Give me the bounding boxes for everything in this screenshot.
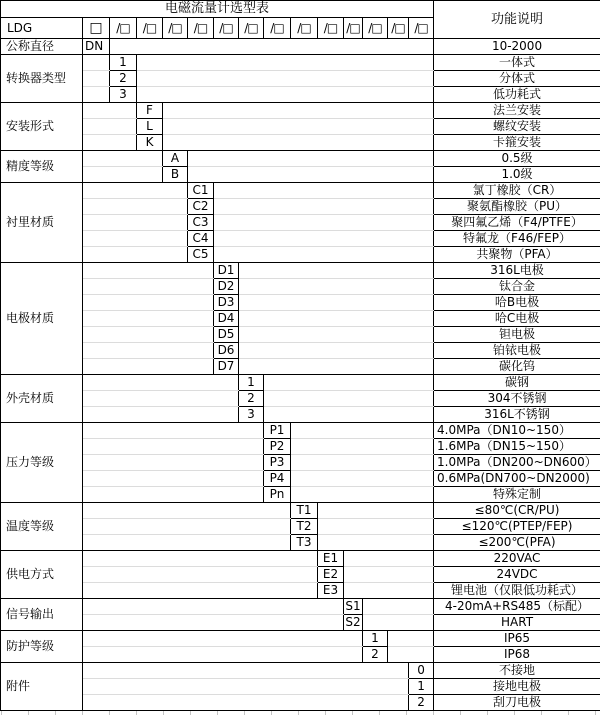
category-label: 精度等级	[1, 151, 83, 183]
gap-cell	[214, 247, 434, 263]
gap-cell	[83, 455, 264, 471]
category-label: 供电方式	[1, 551, 83, 599]
table-row	[1, 519, 600, 535]
gap-cell	[137, 71, 434, 87]
category-label: 转换器类型	[1, 55, 83, 103]
gap-cell	[363, 599, 434, 615]
category-label: 外壳材质	[1, 375, 83, 423]
gap-cell	[83, 391, 239, 407]
gap-cell	[83, 151, 163, 167]
function-desc: IP68	[434, 647, 600, 663]
function-desc: 哈B电极	[434, 295, 600, 311]
gap-cell	[291, 471, 434, 487]
table-row	[1, 631, 600, 647]
gap-cell	[239, 279, 434, 295]
function-desc: 10-2000	[434, 39, 600, 55]
table-row	[1, 311, 600, 327]
function-desc: 一体式	[434, 55, 600, 71]
code-cell: 2	[363, 647, 388, 663]
table-row	[1, 407, 600, 423]
code-cell: D1	[214, 263, 239, 279]
table-row	[1, 71, 600, 87]
table-row	[1, 679, 600, 695]
gap-cell	[344, 551, 434, 567]
table-row	[1, 663, 600, 679]
gap-cell	[83, 631, 363, 647]
table-row	[1, 231, 600, 247]
table-row	[1, 567, 600, 583]
function-desc: 聚四氟乙烯（F4/PTFE）	[434, 215, 600, 231]
function-desc: 4.0MPa（DN10~150）	[434, 423, 600, 439]
gap-cell	[83, 359, 214, 375]
table-row	[1, 199, 600, 215]
code-cell: F	[137, 103, 163, 119]
gap-cell	[83, 343, 214, 359]
gap-cell	[163, 103, 434, 119]
category-label: 公称直径	[1, 39, 83, 55]
table-row	[1, 375, 600, 391]
function-desc: 钛合金	[434, 279, 600, 295]
gap-cell	[388, 631, 434, 647]
code-cell: D5	[214, 327, 239, 343]
gap-cell	[83, 311, 214, 327]
code-slot-box: /□	[163, 18, 188, 39]
code-cell: 2	[110, 71, 137, 87]
gap-cell	[83, 519, 291, 535]
function-desc: 4-20mA+RS485（标配）	[434, 599, 600, 615]
table-row	[1, 503, 600, 519]
function-desc: 法兰安装	[434, 103, 600, 119]
function-desc: 氯丁橡胶（CR）	[434, 183, 600, 199]
code-cell: D7	[214, 359, 239, 375]
code-cell: E2	[318, 567, 344, 583]
gap-cell	[83, 535, 291, 551]
code-slot-box: /□	[363, 18, 388, 39]
code-cell: S2	[345, 615, 361, 630]
code-cell: P2	[264, 439, 291, 455]
gap-cell	[83, 663, 409, 679]
table-row	[1, 551, 600, 567]
code-slot-box: /□	[239, 18, 264, 39]
code-slot-box: /□	[344, 18, 363, 39]
gap-cell	[318, 519, 434, 535]
code-cell: 2	[239, 391, 264, 407]
code-cell: B	[163, 167, 188, 183]
code-cell: 1	[239, 375, 264, 391]
table-row	[1, 247, 600, 263]
function-desc: 接地电极	[434, 679, 600, 695]
gap-cell	[83, 263, 214, 279]
code-slot-box: /□	[291, 18, 318, 39]
gap-cell	[83, 231, 188, 247]
gap-cell	[83, 183, 188, 199]
code-cell: T1	[291, 503, 318, 519]
table-row	[1, 119, 600, 135]
table-row	[1, 151, 600, 167]
function-desc: 聚氨酯橡胶（PU）	[434, 199, 600, 215]
function-desc: 碳钢	[434, 375, 600, 391]
gap-cell	[83, 247, 188, 263]
code-cell: E1	[318, 551, 344, 567]
function-desc: 铂铱电极	[434, 343, 600, 359]
function-desc: 不接地	[434, 663, 600, 679]
table-row	[1, 39, 600, 55]
function-desc: 哈C电极	[434, 311, 600, 327]
gap-cell	[83, 407, 239, 423]
code-cell: A	[163, 151, 188, 167]
function-desc: 螺纹安装	[434, 119, 600, 135]
function-desc: 特殊定制	[434, 487, 600, 503]
gap-cell	[137, 55, 434, 71]
gap-cell	[264, 391, 434, 407]
gap-cell	[363, 615, 434, 631]
gap-cell	[83, 471, 264, 487]
category-label: 附件	[1, 663, 83, 711]
table-row	[1, 167, 600, 183]
function-desc: 1.6MPa（DN15~150）	[434, 439, 600, 455]
gap-cell	[318, 503, 434, 519]
table-row	[1, 295, 600, 311]
code-cell: K	[137, 135, 163, 151]
function-desc: 分体式	[434, 71, 600, 87]
code-cell: 3	[110, 87, 137, 103]
function-desc: ≤120℃(PTEP/FEP)	[434, 519, 600, 535]
gap-cell	[137, 87, 434, 103]
gap-cell	[83, 583, 318, 599]
code-cell: D2	[214, 279, 239, 295]
gap-cell	[214, 231, 434, 247]
function-desc: 316L电极	[434, 263, 600, 279]
gap-cell	[83, 71, 110, 87]
code-slot-box: /□	[264, 18, 291, 39]
table-row	[1, 647, 600, 663]
table-row	[1, 535, 600, 551]
function-desc: 316L不锈钢	[434, 407, 600, 423]
gap-cell	[83, 551, 318, 567]
table-row	[1, 695, 600, 711]
category-label: 压力等级	[1, 423, 83, 503]
code-cell: T2	[291, 519, 318, 535]
gap-cell	[239, 263, 434, 279]
code-slot-box: /□	[388, 18, 409, 39]
table-row	[1, 327, 600, 343]
gap-cell	[83, 87, 110, 103]
gap-cell	[188, 167, 434, 183]
code-cell: L	[137, 119, 163, 135]
gap-cell	[188, 151, 434, 167]
category-label: 防护等级	[1, 631, 83, 663]
gap-cell	[239, 327, 434, 343]
table-row	[1, 183, 600, 199]
code-slot-box: /□	[137, 18, 163, 39]
gap-cell	[214, 215, 434, 231]
table-row	[1, 135, 600, 151]
gap-cell	[83, 647, 363, 663]
table-row	[1, 391, 600, 407]
category-label: 安装形式	[1, 103, 83, 151]
gap-cell	[163, 135, 434, 151]
gap-cell	[214, 183, 434, 199]
model-box-cell: □	[83, 18, 110, 39]
page-title: 电磁流量计选型表	[1, 1, 434, 18]
table-row	[1, 343, 600, 359]
gap-cell	[291, 455, 434, 471]
table-row	[1, 55, 600, 71]
table-row	[1, 103, 600, 119]
code-cell: D6	[214, 343, 239, 359]
table-row	[1, 615, 600, 631]
gap-cell	[83, 679, 409, 695]
gap-cell	[83, 615, 344, 631]
gap-cell	[83, 295, 214, 311]
function-desc: 锂电池（仅限低功耗式）	[434, 583, 600, 599]
code-slot-box: /□	[318, 18, 344, 39]
table-row	[1, 439, 600, 455]
function-desc: 1.0级	[434, 167, 600, 183]
function-desc: 1.0MPa（DN200~DN600）	[434, 455, 600, 471]
function-desc: 碳化钨	[434, 359, 600, 375]
function-desc: 卡箍安装	[434, 135, 600, 151]
gap-cell	[291, 487, 434, 503]
code-cell: T3	[291, 535, 318, 551]
gap-cell	[83, 279, 214, 295]
code-cell: DN	[83, 39, 110, 55]
gap-cell	[239, 295, 434, 311]
gap-cell	[83, 567, 318, 583]
table-row	[1, 471, 600, 487]
gap-cell	[344, 567, 434, 583]
gap-cell	[83, 599, 344, 615]
function-desc: IP65	[434, 631, 600, 647]
gap-cell	[318, 535, 434, 551]
category-label: 温度等级	[1, 503, 83, 551]
code-slot-box: /□	[214, 18, 239, 39]
table-row	[1, 215, 600, 231]
code-cell: 1	[409, 679, 434, 695]
code-cell: C3	[188, 215, 214, 231]
gap-cell	[83, 487, 264, 503]
table-row	[1, 87, 600, 103]
function-desc: 24VDC	[434, 567, 600, 583]
model-code-label: LDG	[1, 18, 83, 39]
gap-cell	[291, 423, 434, 439]
code-cell: D4	[214, 311, 239, 327]
function-desc: ≤80℃(CR/PU)	[434, 503, 600, 519]
gap-cell	[83, 439, 264, 455]
code-cell: C5	[188, 247, 214, 263]
sheet-gridline-strip	[0, 711, 600, 715]
code-slot-box: /□	[110, 18, 137, 39]
code-slot-box: /□	[409, 18, 434, 39]
gap-cell	[239, 311, 434, 327]
category-label: 电极材质	[1, 263, 83, 375]
code-cell: E3	[318, 583, 344, 599]
code-slot-box: /□	[188, 18, 214, 39]
code-cell: S1	[345, 599, 361, 614]
code-cell: P3	[264, 455, 291, 471]
code-cell: Pn	[264, 487, 291, 503]
gap-cell	[239, 343, 434, 359]
function-desc: ≤200℃(PFA)	[434, 535, 600, 551]
gap-cell	[83, 135, 137, 151]
function-column-header: 功能说明	[434, 1, 600, 39]
table-row	[1, 599, 600, 615]
function-desc: 刮刀电极	[434, 695, 600, 711]
gap-cell	[214, 199, 434, 215]
table-row	[1, 487, 600, 503]
table-row	[1, 423, 600, 439]
table-row	[1, 263, 600, 279]
function-desc: 0.5级	[434, 151, 600, 167]
gap-cell	[110, 39, 434, 55]
gap-cell	[83, 167, 163, 183]
table-row	[1, 455, 600, 471]
code-cell: 2	[409, 695, 434, 711]
gap-cell	[83, 103, 137, 119]
code-cell: C4	[188, 231, 214, 247]
gap-cell	[83, 503, 291, 519]
gap-cell	[83, 423, 264, 439]
code-cell: C1	[188, 183, 214, 199]
table-row	[1, 583, 600, 599]
gap-cell	[83, 327, 214, 343]
code-cell: 1	[110, 55, 137, 71]
gap-cell	[264, 375, 434, 391]
code-cell: 0	[409, 663, 434, 679]
gap-cell	[239, 359, 434, 375]
table-row	[1, 279, 600, 295]
category-label: 衬里材质	[1, 183, 83, 263]
gap-cell	[83, 695, 409, 711]
code-cell: C2	[188, 199, 214, 215]
gap-cell	[83, 375, 239, 391]
gap-cell	[163, 119, 434, 135]
code-cell: 3	[239, 407, 264, 423]
table-row	[1, 359, 600, 375]
gap-cell	[83, 119, 137, 135]
code-cell: 1	[363, 631, 388, 647]
gap-cell	[83, 55, 110, 71]
gap-cell	[344, 583, 434, 599]
gap-cell	[83, 215, 188, 231]
code-cell: D3	[214, 295, 239, 311]
gap-cell	[83, 199, 188, 215]
function-desc: 低功耗式	[434, 87, 600, 103]
code-cell: P1	[264, 423, 291, 439]
gap-cell	[291, 439, 434, 455]
gap-cell	[388, 647, 434, 663]
function-desc: 共聚物（PFA）	[434, 247, 600, 263]
function-desc: 304不锈钢	[434, 391, 600, 407]
category-label: 信号输出	[1, 599, 83, 631]
title-row	[1, 1, 600, 18]
function-desc: 0.6MPa(DN700~DN2000)	[434, 471, 600, 487]
function-desc: 220VAC	[434, 551, 600, 567]
function-desc: 钽电极	[434, 327, 600, 343]
code-cell: P4	[264, 471, 291, 487]
gap-cell	[264, 407, 434, 423]
function-desc: HART	[434, 615, 600, 631]
function-desc: 特氟龙（F46/FEP）	[434, 231, 600, 247]
